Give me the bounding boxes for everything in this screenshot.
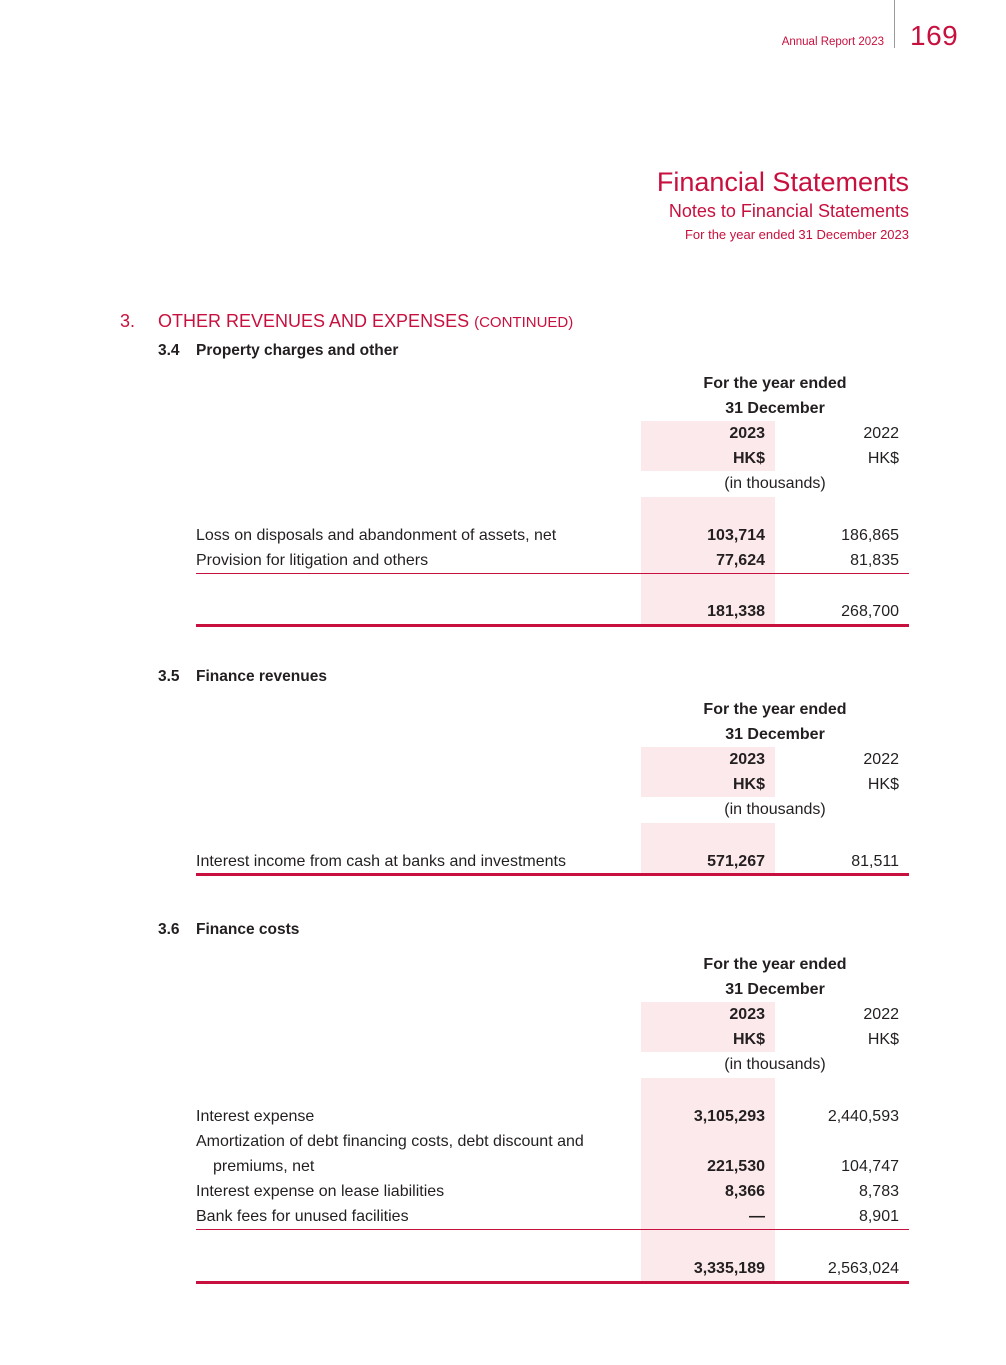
row-label: Interest income from cash at banks and investments	[196, 853, 566, 870]
note-heading	[158, 921, 558, 943]
row-label: Amortization of debt financing costs, debt discount and	[196, 1133, 584, 1150]
row-current: 77,624	[716, 552, 765, 569]
row-label: Bank fees for unused facilities	[196, 1208, 409, 1225]
total-prior: 2,563,024	[827, 1260, 899, 1277]
row-prior: 104,747	[841, 1158, 899, 1175]
note-title: Finance costs	[196, 921, 300, 938]
column-currency-current: HK$	[732, 1031, 765, 1048]
page-title: Financial Statements	[656, 167, 909, 197]
row-prior: 8,783	[858, 1183, 899, 1200]
row-current: —	[749, 1208, 765, 1225]
table-row	[196, 1129, 909, 1154]
section-title-suffix: (CONTINUED)	[474, 314, 574, 331]
column-year-current: 2023	[729, 425, 765, 442]
table-row	[196, 1104, 909, 1129]
total-current: 3,335,189	[693, 1260, 765, 1277]
row-prior: 81,835	[850, 552, 899, 569]
total-rule	[196, 873, 909, 876]
column-currency-current: HK$	[732, 776, 765, 793]
column-date: 31 December	[725, 726, 825, 743]
row-prior: 186,865	[841, 527, 899, 544]
column-unit: (in thousands)	[724, 475, 826, 492]
column-unit: (in thousands)	[724, 1056, 826, 1073]
page-number: 169	[910, 20, 959, 51]
total-row	[196, 1256, 909, 1281]
table-row	[196, 1204, 909, 1229]
row-label-continued: premiums, net	[213, 1158, 315, 1175]
subtotal-rule	[196, 573, 909, 574]
column-period: For the year ended	[703, 701, 847, 718]
column-year-current: 2023	[729, 1006, 765, 1023]
subtotal-rule	[196, 1229, 909, 1230]
total-current: 181,338	[707, 603, 765, 620]
total-rule	[196, 624, 909, 627]
row-current: 8,366	[724, 1183, 765, 1200]
note-heading	[158, 342, 558, 364]
report-name: Annual Report 2023	[781, 36, 884, 48]
row-prior: 8,901	[858, 1208, 899, 1225]
column-currency-prior: HK$	[867, 1031, 899, 1048]
section-title-text: OTHER REVENUES AND EXPENSES	[158, 311, 470, 331]
row-label: Interest expense	[196, 1108, 315, 1125]
page-subtitle: Notes to Financial Statements	[668, 201, 909, 221]
row-label: Interest expense on lease liabilities	[196, 1183, 445, 1200]
column-year-current: 2023	[729, 751, 765, 768]
row-label: Provision for litigation and others	[196, 552, 429, 569]
note-number: 3.5	[158, 668, 180, 685]
column-date: 31 December	[725, 400, 825, 417]
column-date: 31 December	[725, 981, 825, 998]
column-currency-current: HK$	[732, 450, 765, 467]
column-currency-prior: HK$	[867, 450, 899, 467]
page-period: For the year ended 31 December 2023	[684, 227, 909, 242]
section-title	[158, 311, 573, 332]
column-period: For the year ended	[703, 956, 847, 973]
column-period: For the year ended	[703, 375, 847, 392]
table-row-continued	[196, 1154, 909, 1179]
row-current: 221,530	[707, 1158, 765, 1175]
row-prior: 81,511	[851, 853, 899, 870]
total-prior: 268,700	[841, 603, 899, 620]
note-number: 3.6	[158, 921, 180, 938]
page-title-block	[657, 166, 909, 246]
note-heading	[158, 668, 558, 690]
table-finance-revenues	[196, 697, 909, 877]
note-title: Property charges and other	[196, 342, 399, 359]
column-year-prior: 2022	[863, 1006, 899, 1023]
table-row	[196, 1179, 909, 1204]
table-row	[196, 523, 909, 548]
note-title: Finance revenues	[196, 668, 327, 685]
row-prior: 2,440,593	[827, 1108, 899, 1125]
column-unit: (in thousands)	[724, 801, 826, 818]
total-row	[196, 599, 909, 624]
note-number: 3.4	[158, 342, 180, 359]
total-rule	[196, 1281, 909, 1284]
row-current: 103,714	[707, 527, 765, 544]
row-label: Loss on disposals and abandonment of assets, net	[196, 527, 557, 544]
section-number: 3.	[120, 311, 136, 331]
table-row	[196, 849, 909, 874]
column-currency-prior: HK$	[867, 776, 899, 793]
row-current: 571,267	[707, 853, 765, 870]
table-finance-costs	[196, 952, 909, 1286]
column-year-prior: 2022	[863, 751, 899, 768]
column-year-prior: 2022	[863, 425, 899, 442]
table-property-charges	[196, 371, 909, 628]
table-row	[196, 548, 909, 573]
row-current: 3,105,293	[693, 1108, 765, 1125]
header-divider	[894, 0, 895, 48]
